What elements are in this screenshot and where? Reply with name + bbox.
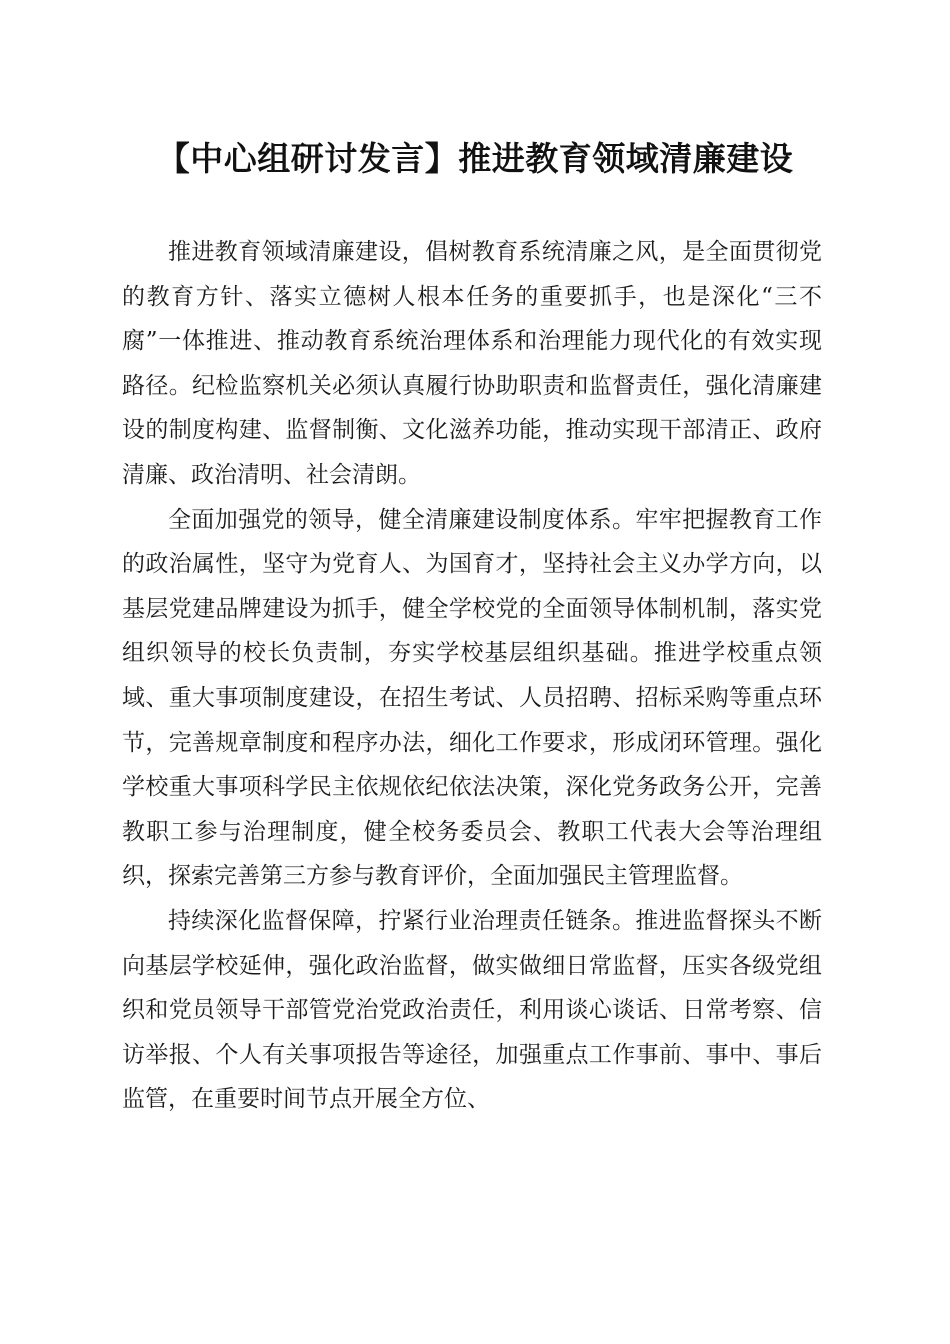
paragraph-supervision: 持续深化监督保障，拧紧行业治理责任链条。推进监督探头不断向基层学校延伸，强化政治监督，做实做细日常监督，压实各级党组织和党员领导干部管党治党政治责任，利用谈心谈话、日常考察、信访举报、个人有关事项报告等途径，加强重点工作事前、事中、事后监管，在重要时间节点开展全方位、 [122,907,822,1113]
paragraph-intro: 推进教育领域清廉建设，倡树教育系统清廉之风，是全面贯彻党的教育方针、落实立德树人根本任务的重要抓手，也是深化“三不腐”一体推进、推动教育系统治理体系和治理能力现代化的有效实现路径。纪检监察机关必须认真履行协助职责和监督责任，强化清廉建设的制度构建、监督制衡、文化滋养功能，推动实现干部清正、政府清廉、政治清明、社会清朗。 [122,239,822,488]
document-title: 【中心组研讨发言】推进教育领域清廉建设 [156,139,794,178]
paragraph-party-leadership: 全面加强党的领导，健全清廉建设制度体系。牢牢把握教育工作的政治属性，坚守为党育人、为国育才，坚持社会主义办学方向，以基层党建品牌建设为抓手，健全学校党的全面领导体制机制，落实党组织领导的校长负责制，夯实学校基层组织基础。推进学校重点领域、重大事项制度建设，在招生考试、人员招聘、招标采购等重点环节，完善规章制度和程序办法，细化工作要求，形成闭环管理。强化学校重大事项科学民主依规依纪依法决策，深化党务政务公开，完善教职工参与治理制度，健全校务委员会、教职工代表大会等治理组织，探索完善第三方参与教育评价，全面加强民主管理监督。 [122,506,822,890]
document-body [122,230,822,1122]
